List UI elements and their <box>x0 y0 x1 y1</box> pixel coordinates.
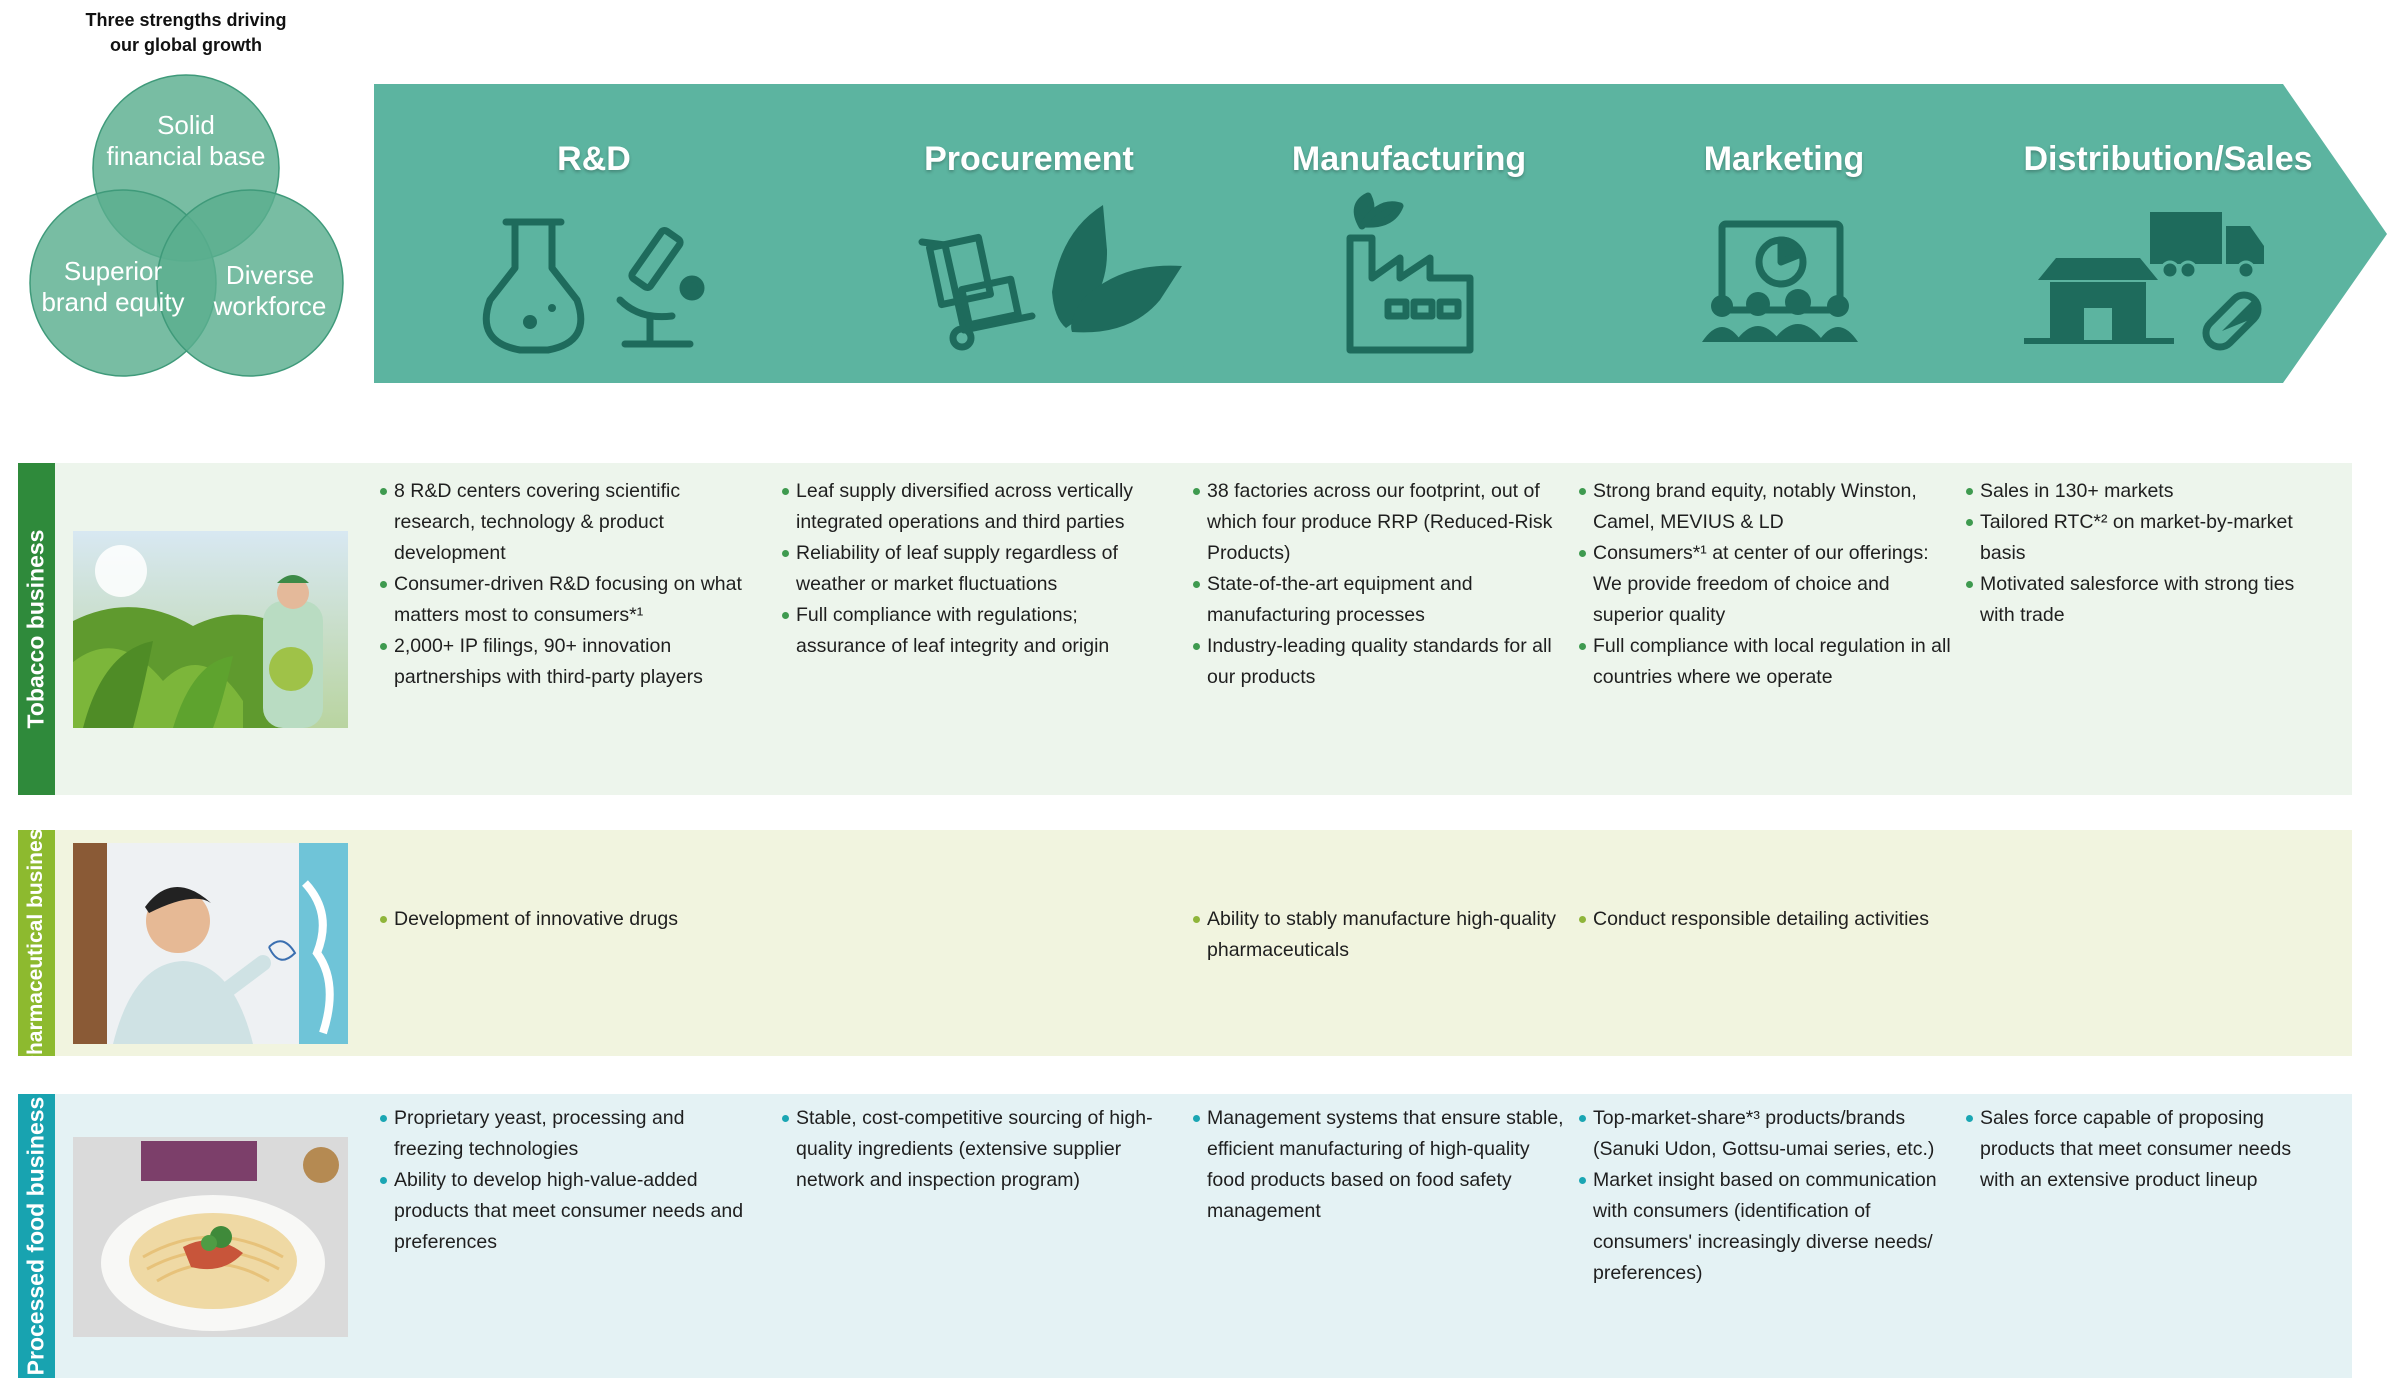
list-item: Management systems that ensure stable, efficient manufacturing of high-quality food products based on food safety management <box>1193 1103 1568 1227</box>
venn-title-line1: Three strengths driving <box>85 10 287 30</box>
tobacco-farmer-photo <box>73 531 348 728</box>
list-item: Top-market-share*³ products/brands (Sanuki Udon, Gottsu-umai series, etc.) <box>1579 1103 1954 1165</box>
tobacco-manufacturing-cell <box>1193 476 1568 693</box>
list-item: Full compliance with local regulation in all countries where we operate <box>1579 631 1954 693</box>
list-item: Industry-leading quality standards for all our products <box>1193 631 1568 693</box>
tobacco-label: Tobacco business <box>22 529 49 729</box>
stage-title-rnd: R&D <box>557 140 631 178</box>
venn-label-financial: Solid financial base <box>106 110 266 171</box>
list-item: Development of innovative drugs <box>380 904 755 935</box>
list-item: Leaf supply diversified across vertically integrated operations and third parties <box>782 476 1157 538</box>
list-item: 38 factories across our footprint, out of which four produce RRP (Reduced-Risk Products) <box>1193 476 1568 569</box>
list-item: Motivated salesforce with strong ties with trade <box>1966 569 2326 631</box>
tobacco-marketing-cell <box>1579 476 1954 693</box>
list-item: Proprietary yeast, processing and freezing technologies <box>380 1103 755 1165</box>
list-item: Ability to develop high-value-added products that meet consumer needs and preferences <box>380 1165 755 1258</box>
researcher-whiteboard-photo <box>73 843 348 1044</box>
list-item: State-of-the-art equipment and manufacturing processes <box>1193 569 1568 631</box>
list-item: Ability to stably manufacture high-quality pharmaceuticals <box>1193 904 1568 966</box>
food-procurement-cell <box>782 1103 1157 1196</box>
list-item: Sales force capable of proposing products that meet consumer needs with an extensive product lineup <box>1966 1103 2326 1196</box>
tobacco-distribution-cell <box>1966 476 2326 631</box>
food-rnd-cell <box>380 1103 755 1258</box>
list-item: 2,000+ IP filings, 90+ innovation partnerships with third-party players <box>380 631 755 693</box>
stage-title-marketing: Marketing <box>1703 140 1865 178</box>
stage-title-procurement: Procurement <box>924 140 1134 178</box>
pharma-label: Pharmaceutical business <box>24 816 47 1070</box>
list-item: Stable, cost-competitive sourcing of high-quality ingredients (extensive supplier network and inspection program) <box>782 1103 1157 1196</box>
food-distribution-cell <box>1966 1103 2326 1196</box>
tobacco-rnd-cell <box>380 476 755 693</box>
list-item: Strong brand equity, notably Winston, Camel, MEVIUS & LD <box>1579 476 1954 538</box>
list-item: Market insight based on communication with consumers (identification of consumers' increasingly diverse needs/ preferences) <box>1579 1165 1954 1289</box>
chevron-rnd <box>374 84 886 383</box>
tobacco-procurement-cell <box>782 476 1157 662</box>
list-item: 8 R&D centers covering scientific research, technology & product development <box>380 476 755 569</box>
list-item: Tailored RTC*² on market-by-market basis <box>1966 507 2326 569</box>
pharma-row <box>18 830 2352 1056</box>
list-item: Conduct responsible detailing activities <box>1579 904 1954 935</box>
venn-label-brand: Superior brand equity <box>41 256 185 317</box>
food-label: Processed food business <box>22 1096 49 1376</box>
value-chain-arrows <box>0 0 2389 400</box>
food-marketing-cell <box>1579 1103 1954 1289</box>
list-item: Reliability of leaf supply regardless of weather or market fluctuations <box>782 538 1157 600</box>
stage-title-manufacturing: Manufacturing <box>1291 140 1527 178</box>
pharma-marketing-cell <box>1579 904 1954 935</box>
food-manufacturing-cell <box>1193 1103 1568 1227</box>
venn-title-line2: our global growth <box>110 35 262 55</box>
list-item: Consumer-driven R&D focusing on what matters most to consumers*¹ <box>380 569 755 631</box>
udon-bowl-photo <box>73 1137 348 1337</box>
list-item: Sales in 130+ markets <box>1966 476 2326 507</box>
list-item: Full compliance with regulations; assurance of leaf integrity and origin <box>782 600 1157 662</box>
venn-label-workforce: Diverse workforce <box>213 260 327 321</box>
pharma-rnd-cell <box>380 904 755 935</box>
pharma-manufacturing-cell <box>1193 904 1568 966</box>
list-item: Consumers*¹ at center of our offerings: We provide freedom of choice and superior quality <box>1579 538 1954 631</box>
stage-title-distribution: Distribution/Sales <box>2023 140 2313 178</box>
